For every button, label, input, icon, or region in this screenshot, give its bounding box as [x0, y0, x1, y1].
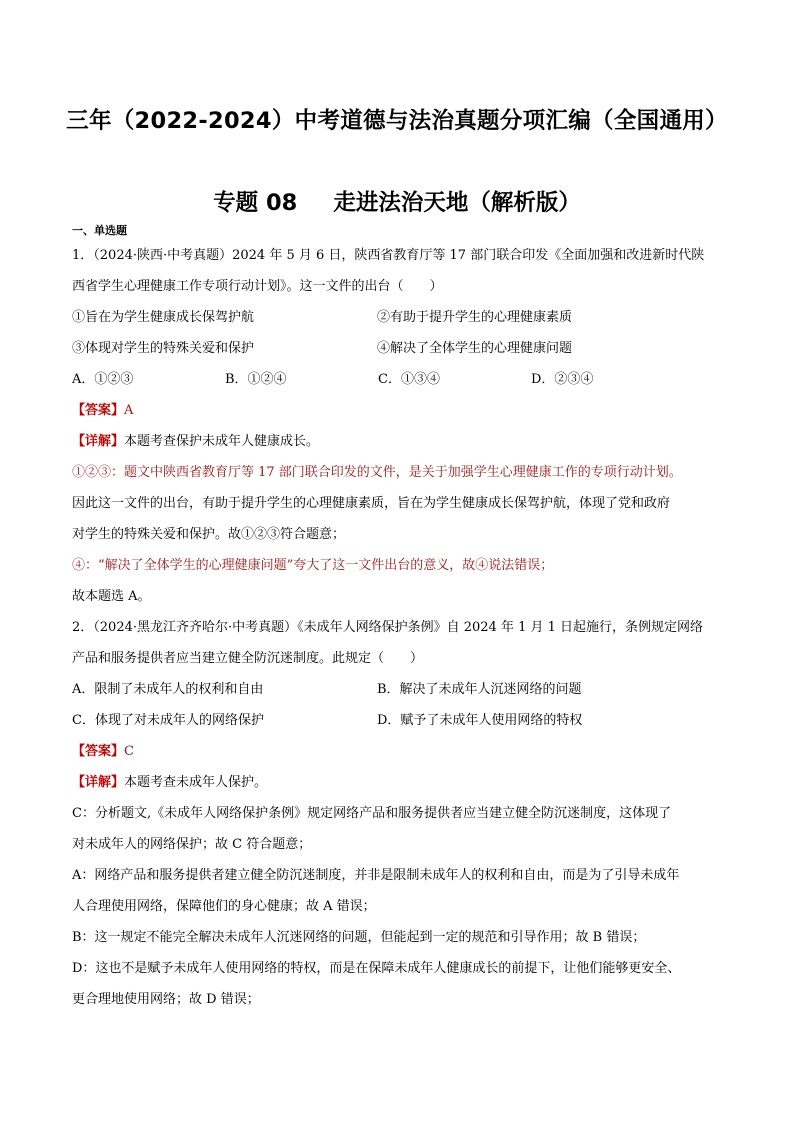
detail-label: 【详解】 — [72, 434, 125, 449]
analysis-line: 人合理使用网络，保障他们的身心健康；故 A 错误； — [72, 899, 376, 914]
choice-c: C．体现了对未成年人的网络保护 — [72, 713, 264, 728]
question-1 — [72, 240, 732, 612]
section-heading: 一、单选题 — [72, 224, 127, 237]
analysis-line: ④：“解决了全体学生的心理健康问题”夸大了这一文件出台的意义，故④说法错误； — [72, 558, 554, 573]
statement-row — [72, 333, 732, 364]
question-stem: 2．（2024·黑龙江齐齐哈尔·中考真题）《未成年人网络保护条例》自 2024 年 1 月 1 日起施行，条例规定网络 — [72, 620, 704, 635]
analysis-line: 因此这一文件的出台，有助于提升学生的心理健康素质，旨在为学生健康成长保驾护航，体现了党和政府 — [72, 496, 671, 511]
analysis-line: 故本题选 A。 — [72, 589, 151, 604]
question-2 — [72, 612, 732, 1015]
choice-row — [72, 364, 732, 395]
statement-row — [72, 302, 732, 333]
question-stem: 产品和服务提供者应当建立健全防沉迷制度。此规定（ ） — [72, 651, 424, 666]
answer-value: A — [124, 403, 134, 418]
topic-name: 走进法治天地（解析版） — [333, 190, 581, 216]
detail-line — [72, 426, 732, 457]
choice-b: B．①②④ — [225, 372, 287, 387]
answer-line — [72, 395, 732, 426]
detail-line — [72, 767, 732, 798]
detail-text: 本题考查未成年人保护。 — [124, 775, 268, 790]
document-subtitle — [0, 185, 794, 217]
topic-number: 专题 08 — [213, 190, 298, 216]
choice-b: B．解决了未成年人沉迷网络的问题 — [377, 682, 582, 697]
choice-c: C．①③④ — [378, 372, 440, 387]
statement-item: ③体现对学生的特殊关爱和保护 — [72, 341, 255, 356]
question-stem: 1．（2024·陕西·中考真题）2024 年 5 月 6 日，陕西省教育厅等 17 部门联合印发《全面加强和改进新时代陕 — [72, 248, 705, 263]
analysis-line: D：这也不是赋予未成年人使用网络的特权，而是在保障未成年人健康成长的前提下，让他们能够更安全、 — [72, 961, 681, 976]
choice-a: A．限制了未成年人的权利和自由 — [72, 682, 264, 697]
detail-label: 【详解】 — [72, 775, 125, 790]
answer-value: C — [124, 744, 134, 759]
document-content — [72, 222, 732, 1015]
analysis-line: 对学生的特殊关爱和保护。故①②③符合题意； — [72, 527, 346, 542]
choice-d: D．赋予了未成年人使用网络的特权 — [377, 713, 583, 728]
choice-a: A．①②③ — [72, 372, 134, 387]
statement-item: ①旨在为学生健康成长保驾护航 — [72, 310, 255, 325]
statement-item: ④解决了全体学生的心理健康问题 — [377, 341, 573, 356]
answer-line — [72, 736, 732, 767]
statement-item: ②有助于提升学生的心理健康素质 — [377, 310, 573, 325]
answer-label: 【答案】 — [72, 744, 125, 759]
analysis-line: 更合理地使用网络；故 D 错误； — [72, 992, 260, 1007]
analysis-line: 对未成年人的网络保护；故 C 符合题意； — [72, 837, 312, 852]
analysis-line: B：这一规定不能完全解决未成年人沉迷网络的问题，但能起到一定的规范和引导作用；故 B 错误； — [72, 930, 646, 945]
analysis-line: C：分析题文,《未成年人网络保护条例》规定网络产品和服务提供者应当建立健全防沉迷制度，这体现了 — [72, 806, 672, 821]
choice-d: D．②③④ — [531, 372, 594, 387]
question-stem: 西省学生心理健康工作专项行动计划》。这一文件的出台（ ） — [72, 279, 443, 294]
answer-label: 【答案】 — [72, 403, 125, 418]
analysis-line: A：网络产品和服务提供者建立健全防沉迷制度，并非是限制未成年人的权利和自由，而是为了引导未成年 — [72, 868, 680, 883]
analysis-line: ①②③：题文中陕西省教育厅等 17 部门联合印发的文件，是关于加强学生心理健康工作的专项行动计划。 — [72, 465, 682, 480]
choice-row — [72, 705, 732, 736]
document-title: 三年（2022-2024）中考道德与法治真题分项汇编（全国通用） — [66, 108, 728, 134]
choice-row — [72, 674, 732, 705]
detail-text: 本题考查保护未成年人健康成长。 — [124, 434, 320, 449]
